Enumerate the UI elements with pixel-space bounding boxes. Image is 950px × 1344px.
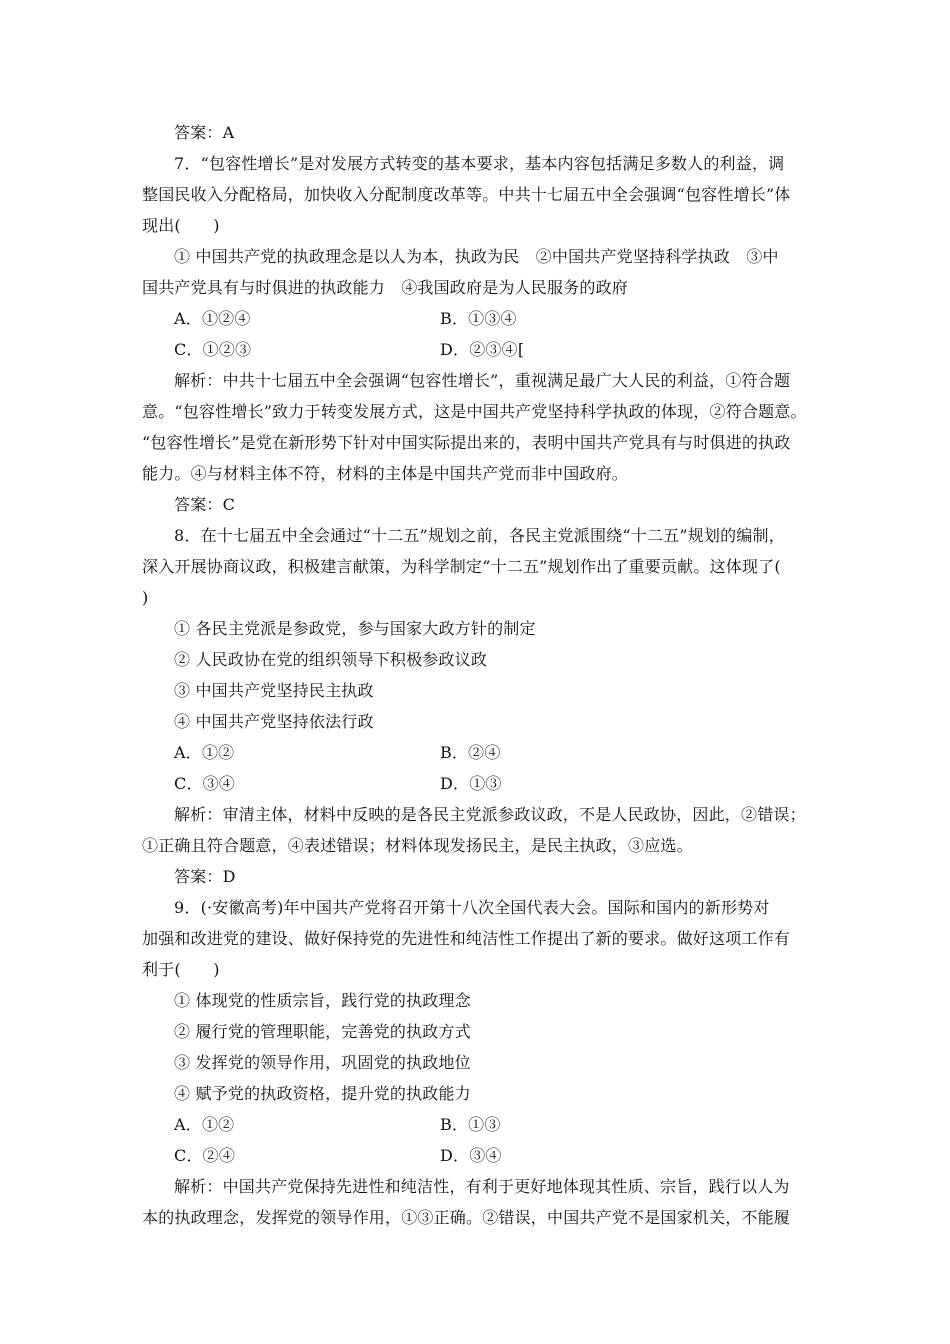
text-line: 8．在十七届五中全会通过“十二五”规划之前，各民主党派围绕“十二五”规划的编制， [174, 526, 785, 545]
text-line: ② 履行党的管理职能，完善党的执政方式 [174, 1022, 471, 1041]
text-line: ③ 发挥党的领导作用，巩固党的执政地位 [174, 1053, 471, 1072]
answer-option: B．①③④ [440, 309, 517, 328]
answer-options-row [142, 334, 810, 365]
text-line: 解析：中国共产党保持先进性和纯洁性，有利于更好地体现其性质、宗旨，践行以人为 [174, 1177, 790, 1196]
answer-option: A．①②④ [174, 309, 251, 328]
text-line: 7．“包容性增长”是对发展方式转变的基本要求，基本内容包括满足多数人的利益，调 [174, 154, 785, 173]
answer-option: C．③④ [174, 774, 236, 793]
answer-option: D．①③ [440, 774, 502, 793]
text-line: 答案：C [174, 495, 236, 514]
text-line: ① 各民主党派是参政党，参与国家大政方针的制定 [174, 619, 536, 638]
text-line: ④ 赋予党的执政资格，提升党的执政能力 [174, 1084, 471, 1103]
text-line: ③ 中国共产党坚持民主执政 [174, 681, 374, 700]
text-line: 本的执政理念，发挥党的领导作用，①③正确。②错误，中国共产党不是国家机关，不能履 [142, 1208, 791, 1227]
text-line: “包容性增长”是党在新形势下针对中国实际提出来的，表明中国共产党具有与时俱进的执政 [142, 433, 791, 452]
text-line: 意。“包容性增长”致力于转变发展方式，这是中国共产党坚持科学执政的体现，②符合题意。 [142, 402, 807, 421]
text-line: 深入开展协商议政，积极建言献策，为科学制定“十二五”规划作出了重要贡献。这体现了( [142, 557, 781, 576]
text-line: 答案：D [174, 867, 236, 886]
text-line: 答案：A [174, 123, 235, 142]
text-line: 9．(·安徽高考)年中国共产党将召开第十八次全国代表大会。国际和国内的新形势对 [174, 898, 770, 917]
answer-option: C．①②③ [174, 340, 252, 359]
answer-option: B．②④ [440, 743, 501, 762]
text-line: ② 人民政协在党的组织领导下积极参政议政 [174, 650, 488, 669]
text-line: 解析：中共十七届五中全会强调“包容性增长”，重视满足最广大人民的利益，①符合题 [174, 371, 791, 390]
answer-options-row [142, 768, 810, 799]
answer-options-row [142, 303, 810, 334]
text-line: 加强和改进党的建设、做好保持党的先进性和纯洁性工作提出了新的要求。做好这项工作有 [142, 929, 791, 948]
text-line: 现出( ) [142, 216, 220, 235]
text-line: ① 体现党的性质宗旨，践行党的执政理念 [174, 991, 471, 1010]
document-body [142, 117, 810, 1233]
answer-options-row [142, 737, 810, 768]
answer-options-row [142, 1109, 810, 1140]
answer-option: D．③④ [440, 1146, 502, 1165]
answer-option: A．①② [174, 1115, 235, 1134]
answer-option: B．①③ [440, 1115, 501, 1134]
text-line: 利于( ) [142, 960, 220, 979]
text-line: ) [142, 588, 149, 607]
text-line: 能力。④与材料主体不符，材料的主体是中国共产党而非中国政府。 [142, 464, 629, 483]
text-line: 国共产党具有与时俱进的执政能力 ④我国政府是为人民服务的政府 [142, 278, 629, 297]
text-line: 整国民收入分配格局，加快收入分配制度改革等。中共十七届五中全会强调“包容性增长”体 [142, 185, 791, 204]
text-line: ④ 中国共产党坚持依法行政 [174, 712, 374, 731]
answer-option: A．①② [174, 743, 235, 762]
text-line: ①正确且符合题意，④表述错误；材料体现发扬民主，是民主执政，③应选。 [142, 836, 693, 855]
text-line: ① 中国共产党的执政理念是以人为本，执政为民 ②中国共产党坚持科学执政 ③中 [174, 247, 779, 266]
answer-options-row [142, 1140, 810, 1171]
answer-option: C．②④ [174, 1146, 236, 1165]
answer-option: D．②③④[ [440, 340, 525, 359]
text-line: 解析：审清主体，材料中反映的是各民主党派参政议政，不是人民政协，因此，②错误； [174, 805, 806, 824]
